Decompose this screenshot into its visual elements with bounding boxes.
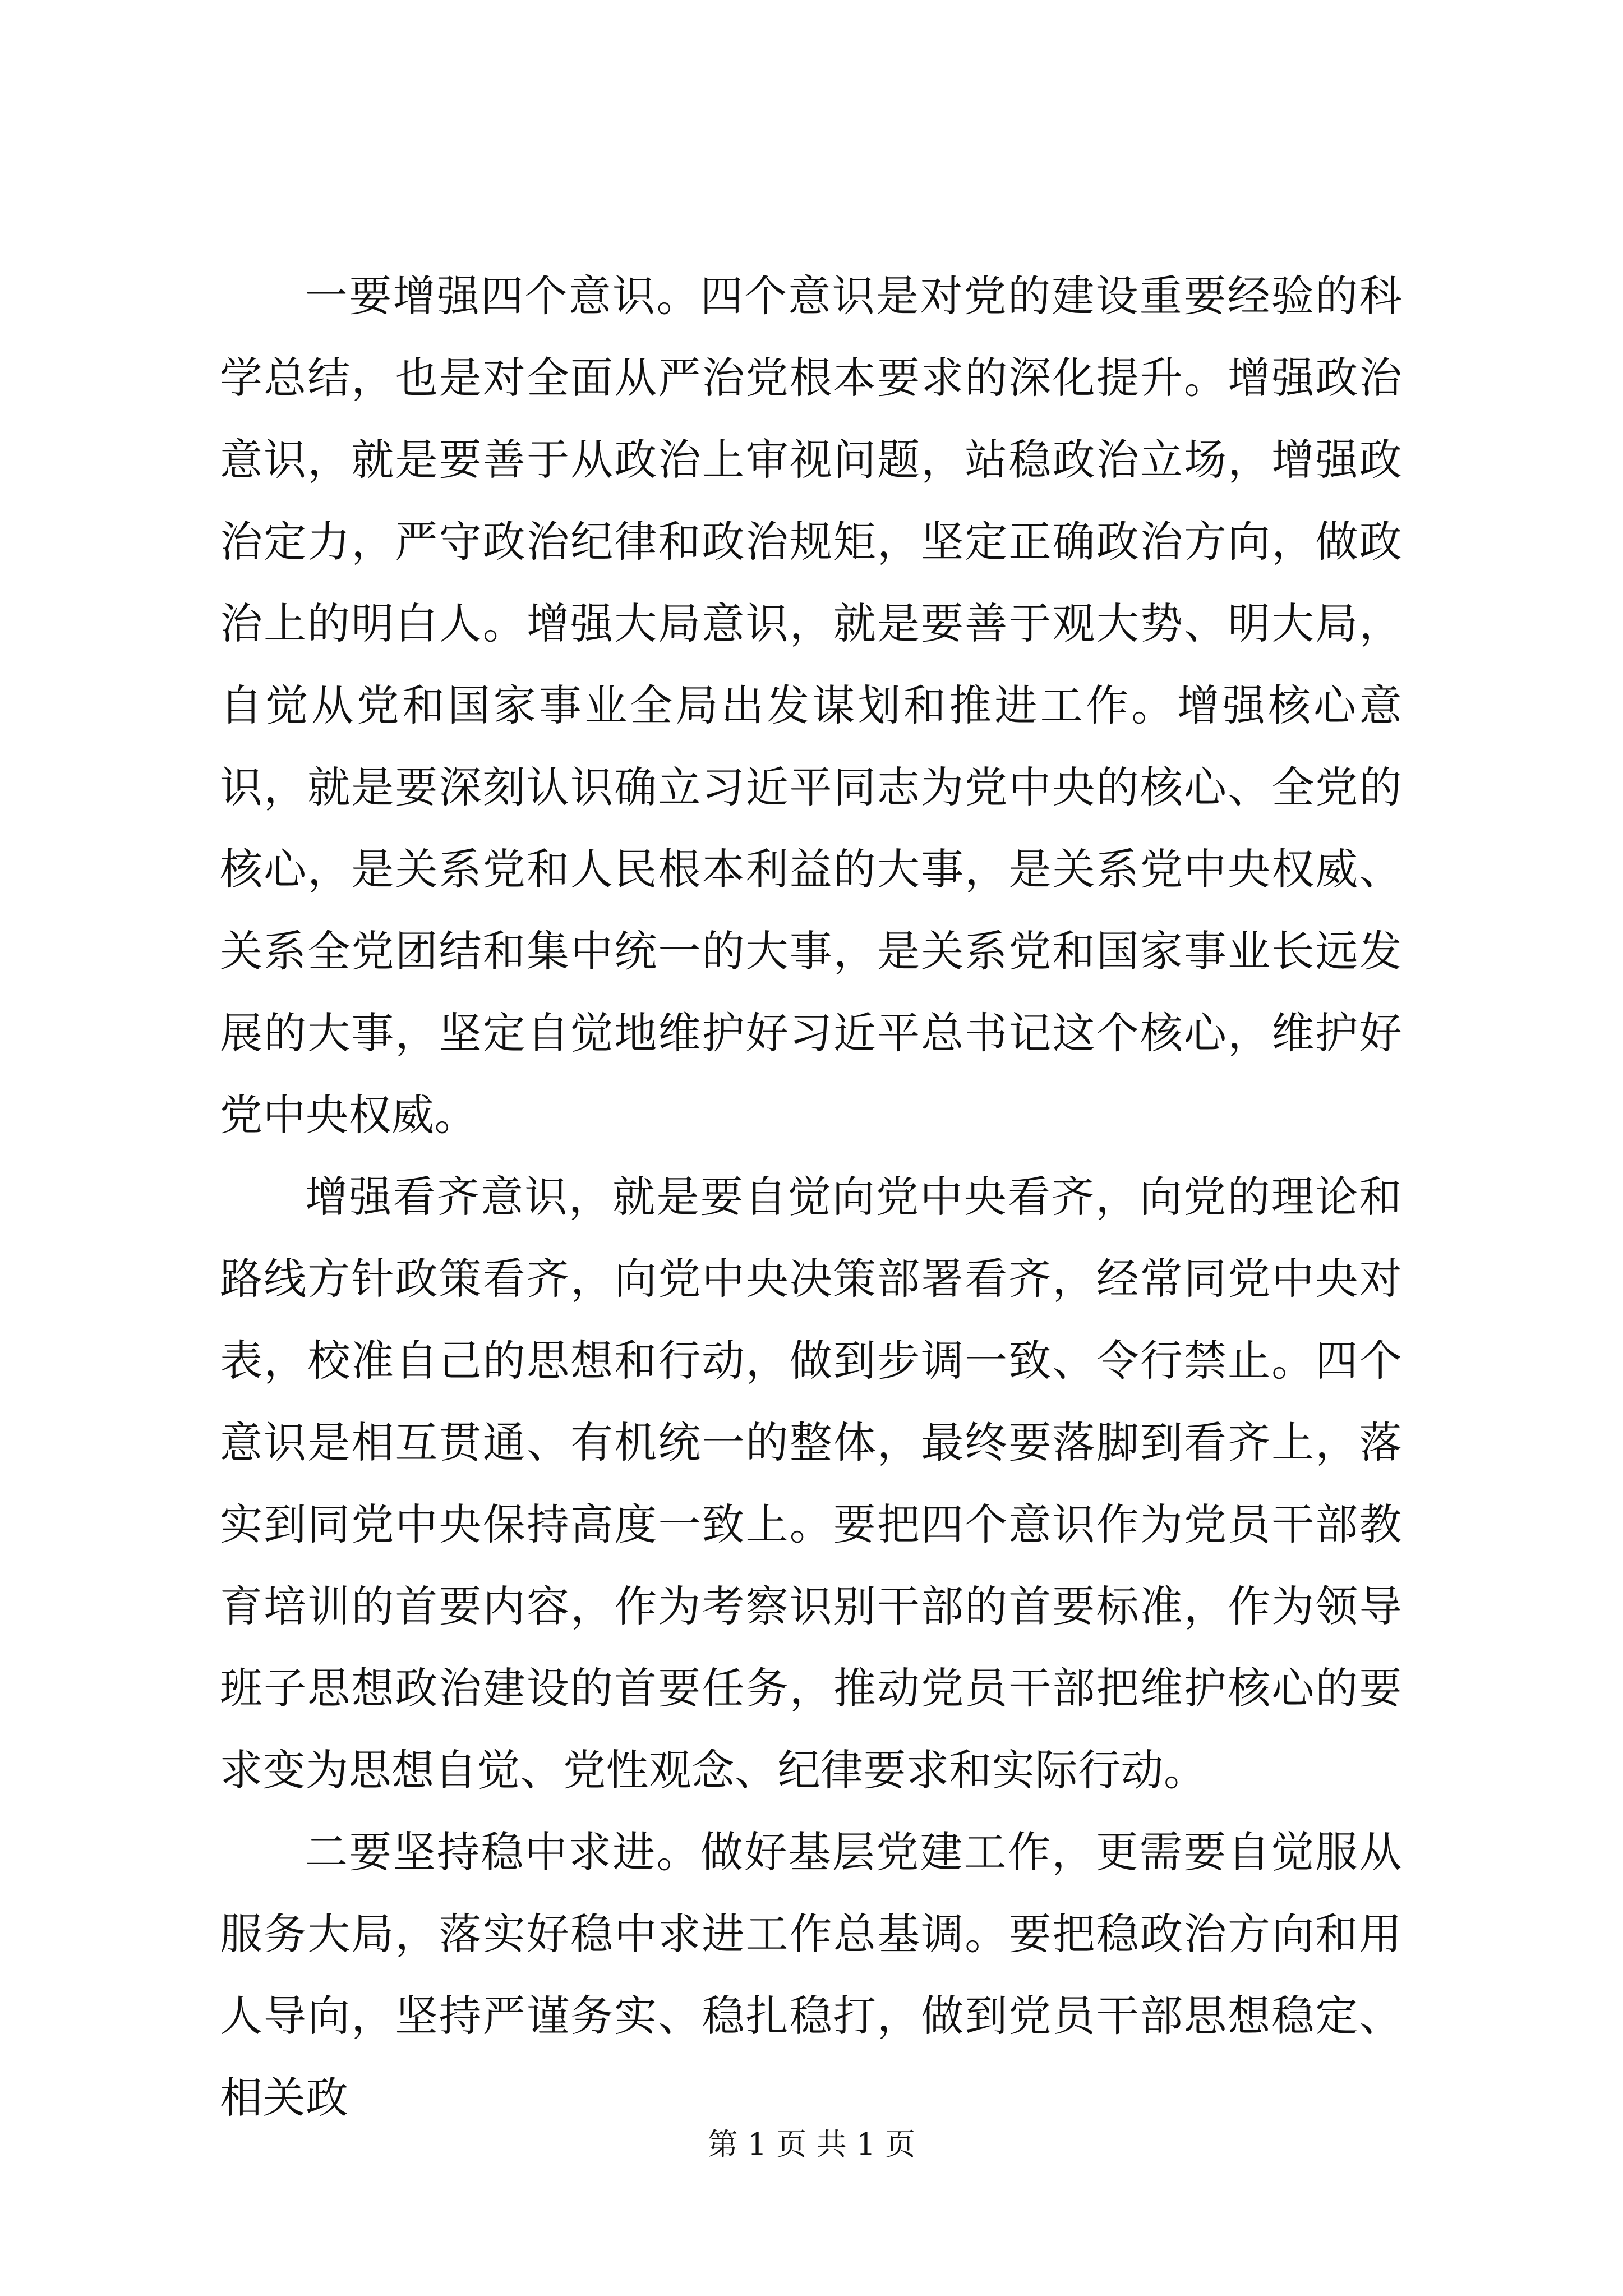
paragraph-3: 二要坚持稳中求进。做好基层党建工作，更需要自觉服从服务大局，落实好稳中求进工作总基调。要把稳政治方向和用人导向，坚持严谨务实、稳扎稳打，做到党员干部思想稳定、相关政: [220, 1827, 1402, 2123]
document-body: [220, 255, 1402, 2139]
page-footer: 第 1 页 共 1 页: [707, 2127, 916, 2162]
paragraph-1: 一要增强四个意识。四个意识是对党的建设重要经验的科学总结，也是对全面从严治党根本要求的深化提升。增强政治意识，就是要善于从政治上审视问题，站稳政治立场，增强政治定力，严守政治纪律和政治规矩，坚定正确政治方向，做政治上的明白人。增强大局意识，就是要善于观大势、明大局，自觉从党和国家事业全局出发谋划和推进工作。增强核心意识，就是要深刻认识确立习近平同志为党中央的核心、全党的核心，是关系党和人民根本利益的大事，是关系党中央权威、关系全党团结和集中统一的大事，是关系党和国家事业长远发展的大事，坚定自觉地维护好习近平总书记这个核心，维护好党中央权威。: [220, 271, 1402, 1140]
paragraph-2: 增强看齐意识，就是要自觉向党中央看齐，向党的理论和路线方针政策看齐，向党中央决策部署看齐，经常同党中央对表，校准自己的思想和行动，做到步调一致、令行禁止。四个意识是相互贯通、有机统一的整体，最终要落脚到看齐上，落实到同党中央保持高度一致上。要把四个意识作为党员干部教育培训的首要内容，作为考察识别干部的首要标准，作为领导班子思想政治建设的首要任务，推动党员干部把维护核心的要求变为思想自觉、党性观念、纪律要求和实际行动。: [220, 1172, 1402, 1795]
